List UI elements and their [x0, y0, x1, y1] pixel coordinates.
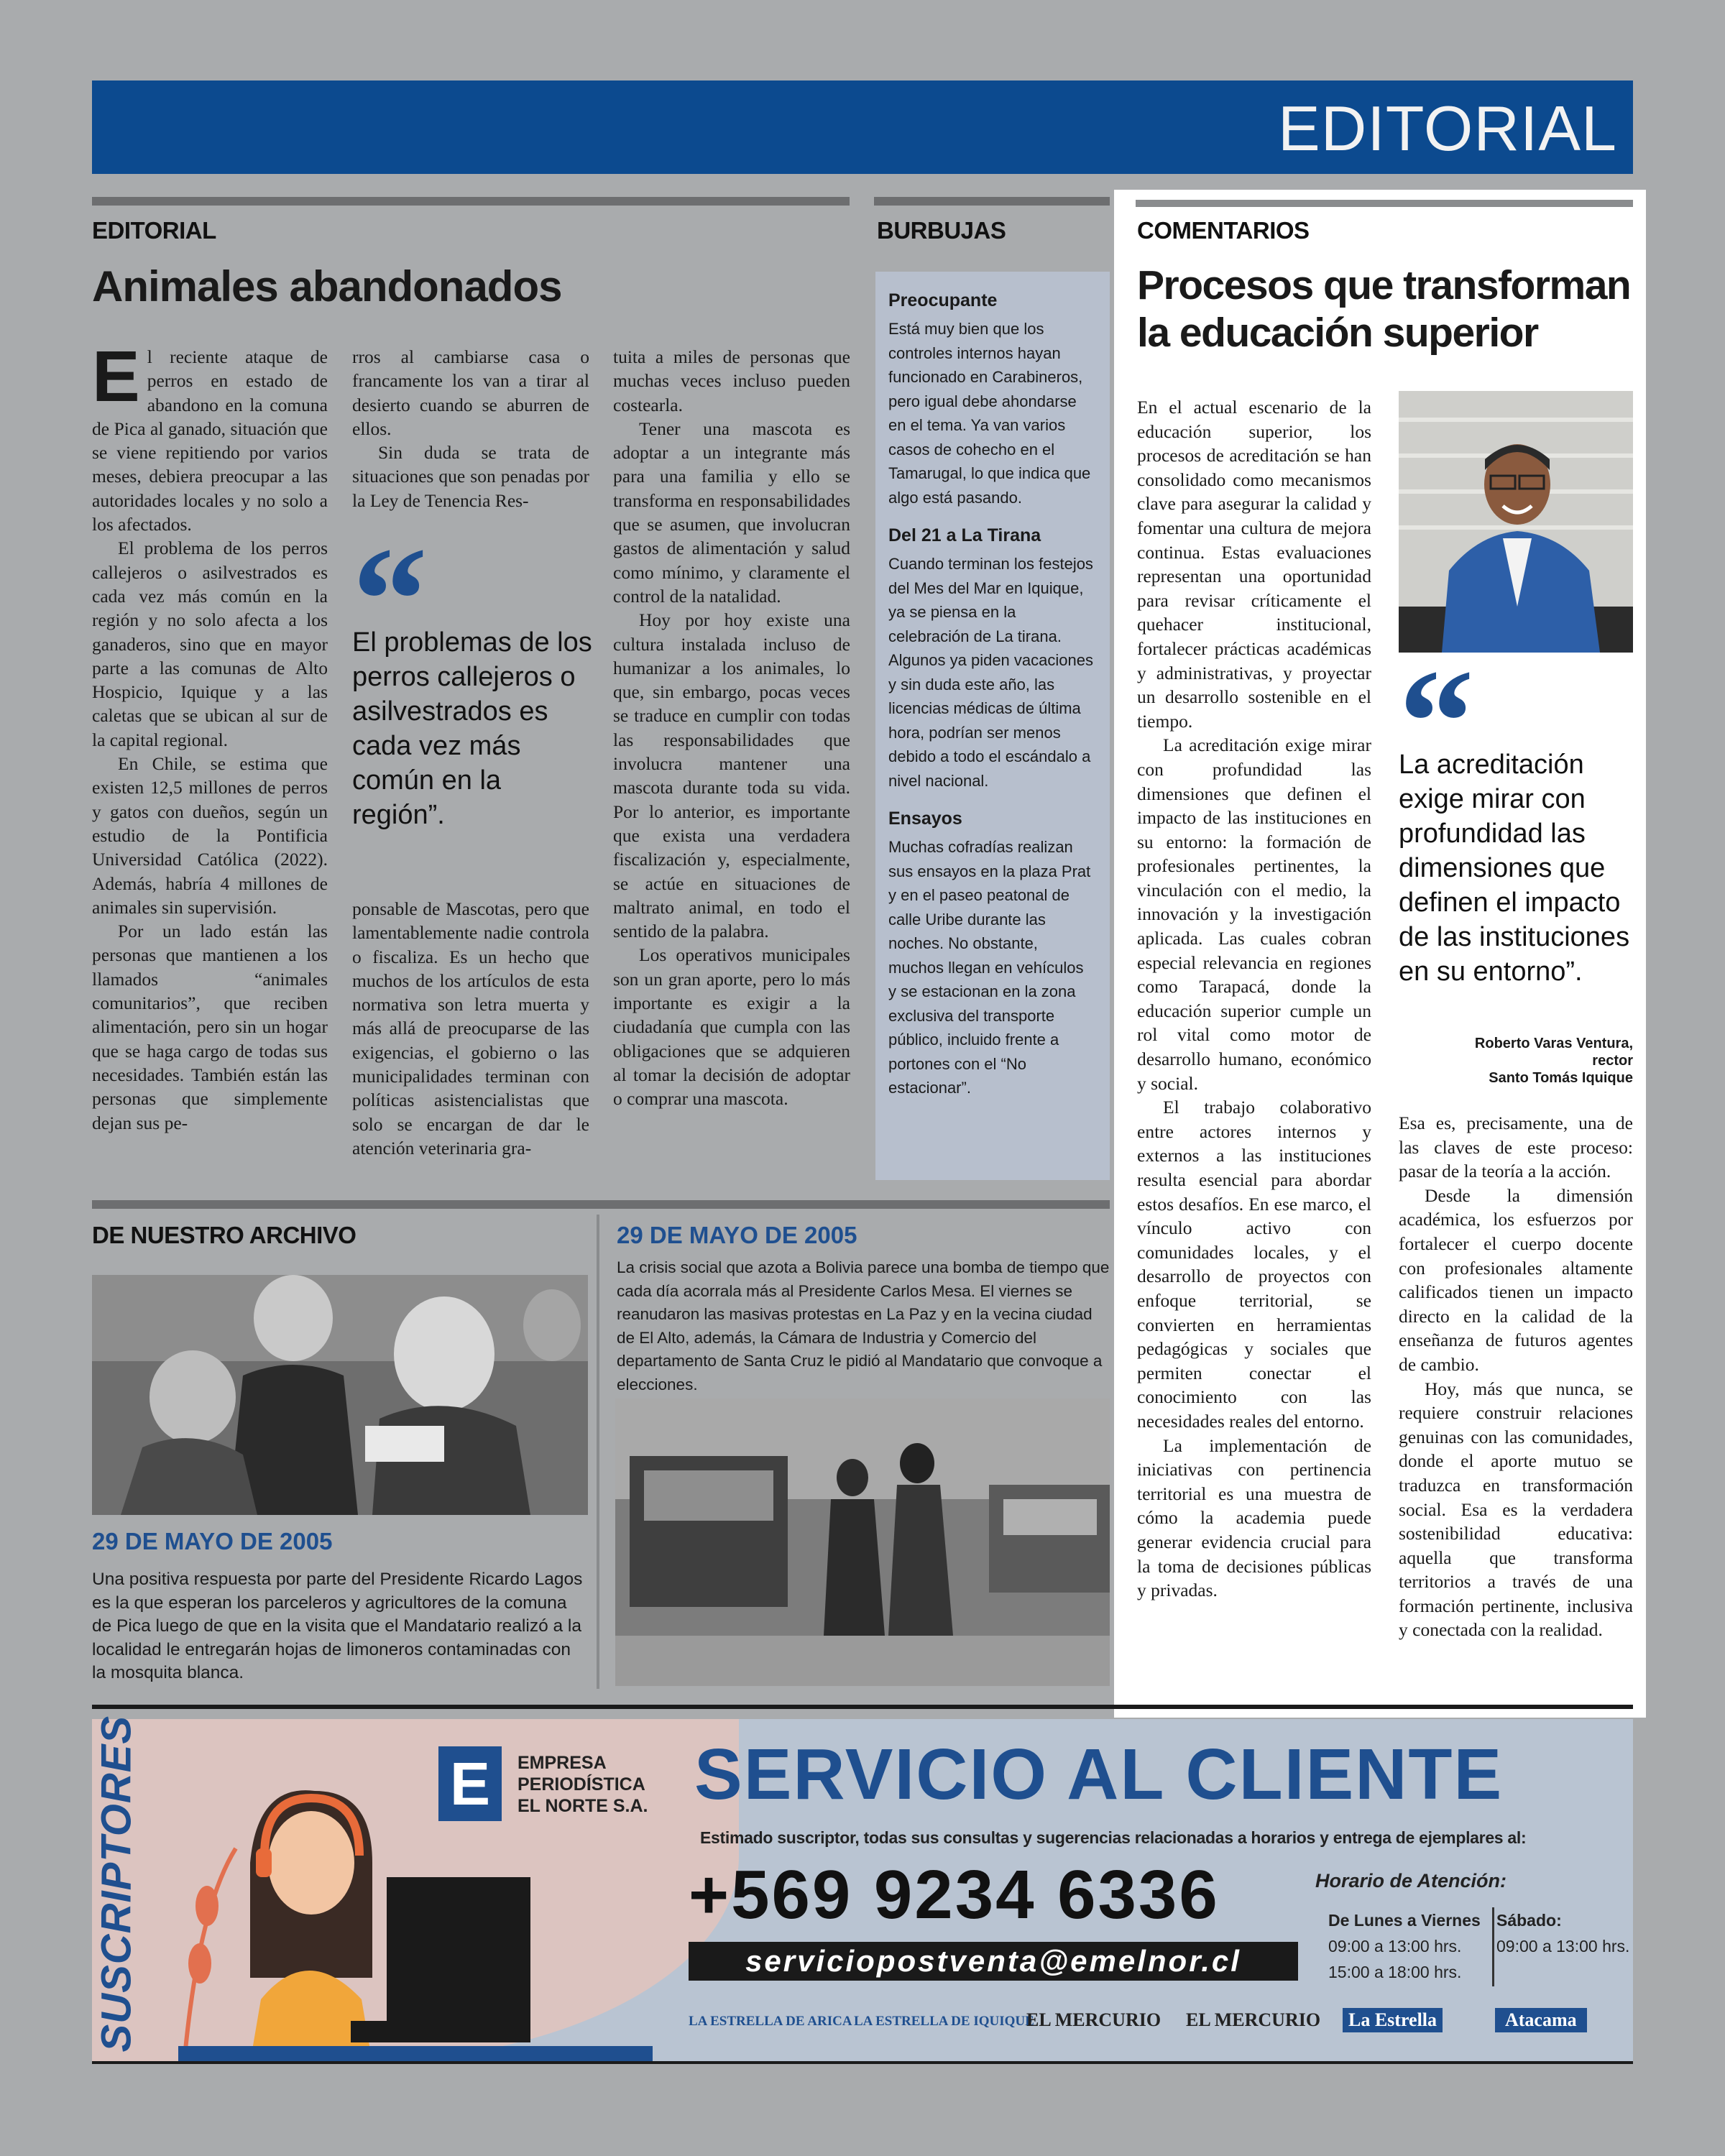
comentarios-rule [1136, 200, 1633, 207]
ad-weekday-hours-2: 15:00 a 18:00 hrs. [1328, 1963, 1462, 1981]
burbuja-text: Cuando terminan los festejos del Mes del Mar en Iquique, ya se piensa en la celebración de La tirana. Algunos ya piden vacaciones y sin duda este año, las licencias médicas de última hora, podrían ser menos debido a todo el escándalo a nivel nacional. [888, 555, 1093, 790]
company-name-line: PERIODÍSTICA [518, 1774, 645, 1795]
protest-photo-icon [615, 1399, 1110, 1686]
quote-mark-icon [352, 546, 597, 625]
burbuja-text: Está muy bien que los controles internos hayan funcionado en Carabineros, pero igual debe ahondarse en el tema. Ya van varios casos de cohecho en el Tamarugal, lo que indica que algo está pasando. [888, 320, 1091, 507]
ad-desk-bar [178, 2046, 653, 2062]
comentarios-paragraph: El trabajo colaborativo entre actores internos y externos a las instituciones resulta esencial para abordar estos desafíos. En ese marco, el vínculo activo con comunidades locales, y el desarrollo de proyectos con enfoque territorial, se convierten en herramientas pedagógicas y sociales que permiten conectar el conocimiento con las necesidades reales del entorno. [1137, 1097, 1371, 1432]
editorial-pull-quote: El problemas de los perros callejeros o asilvestrados es cada vez más común en la región”. [352, 627, 592, 830]
archivo-left-text: Una positiva respuesta por parte del Presidente Ricardo Lagos es la que esperan los parceleros y agricultores de la comuna de Pica luego de que en la visita que el Mandatario realizó a la localidad le entregarán hojas de limoneros contaminadas con la mosquita blanca. [92, 1570, 583, 1682]
editorial-paragraph: Por un lado están las personas que mantienen a los llamados “animales comunitarios”, que reciben alimentación, pero sin un hogar que se haga cargo de todas sus necesidades. También están las personas que simplemente dejan sus pe- [92, 921, 328, 1133]
logo-estrella-iquique: LA ESTRELLA DE IQUIQUE [854, 2014, 1034, 2029]
editorial-paragraph: Hoy por hoy existe una cultura instalada incluso de humanizar a los animales, lo que, sin embargo, pocas veces se traduce en cumplir con todas las responsabilidades que involucra mantener una mascota durante toda su vida. Por lo anterior, es importante que exista una verdadera fiscalización y, especialmente, se actúe en situaciones de maltrato animal, en todo el sentido de la palabra. [613, 609, 850, 942]
comentarios-paragraph: En el actual escenario de la educación superior, los procesos de acreditación se han consolidado como mecanismos clave para asegurar la calidad y fomentar una cultura de mejora continua. Estas evaluaciones representan una oportunidad para revisar críticamente el quehacer institucional, fortalecer prácticas académicas y administrativas, y proyectar un desarrollo sostenible en el tiempo. [1137, 397, 1371, 732]
ad-logo-row [689, 2008, 1724, 2042]
archivo-photo-right [615, 1399, 1110, 1686]
editorial-paragraph: El reciente ataque de perros en estado de abandono en la comuna de Pica al ganado, situación que se viene repitiendo por varios meses, debiera preocupar a las autoridades locales y no solo a los afectados. [92, 336, 328, 535]
ad-email-bar [689, 1942, 1298, 1981]
archivo-rule [92, 1200, 1110, 1209]
editorial-paragraph: En Chile, se estima que existen 12,5 millones de perros y gatos con dueños, según un estudio de la Pontificia Universidad Católica (2022). Además, habría 4 millones de animales sin supervisión. [92, 753, 328, 918]
ad-headline: SERVICIO AL CLIENTE [694, 1734, 1504, 1815]
editorial-column-2-top [352, 345, 589, 512]
comentarios-title: Procesos que transforman la educación superior [1137, 262, 1631, 356]
author-role: rector [1592, 1053, 1633, 1069]
ad-side-label: SUSCRIPTORES [93, 1715, 140, 2053]
burbuja-title: Del 21 a La Tirana [888, 525, 1041, 545]
quote-mark-icon [1399, 668, 1636, 747]
ad-hours-title: Horario de Atención: [1315, 1870, 1507, 1892]
ad-email[interactable]: serviciopostventa@emelnor.cl [745, 1944, 1241, 1978]
editorial-pull-quote-block [352, 546, 597, 832]
editorial-title: Animales abandonados [92, 262, 562, 310]
ad-saturday-hours [1496, 1907, 1629, 1959]
editorial-dropcap: E [92, 336, 140, 417]
logo-estrella-arica: LA ESTRELLA DE ARICA [689, 2014, 852, 2029]
logo-atacama: Atacama [1495, 2008, 1587, 2032]
ad-subline: Estimado suscriptor, todas sus consultas y sugerencias relacionadas a horarios y entrega de ejemplares al: [700, 1828, 1527, 1847]
comentarios-pull-quote: La acreditación exige mirar con profundidad las dimensiones que definen el impacto de las instituciones en su entorno”. [1399, 750, 1630, 987]
comentarios-pull-quote-block [1399, 668, 1636, 989]
ad-phone[interactable]: +569 9234 6336 [689, 1856, 1220, 1933]
archivo-right-text: La crisis social que azota a Bolivia parece una bomba de tiempo que cada día acorrala más al Presidente Carlos Mesa. El viernes se reanudaron las masivas protestas en La Paz y en la vecina ciudad de El Alto, además, la Cámara de Industria y Comercio del departamento de Santa Cruz le pidió al Mandatario que convoque a elecciones. [617, 1258, 1110, 1393]
editorial-paragraph: tuita a miles de personas que muchas veces incluso pueden costearla. [613, 346, 850, 415]
ad-top-rule [92, 1705, 1633, 1709]
comentarios-paragraph: Hoy, más que nunca, se requiere construir relaciones genuinas con las comunidades, donde el aporte mutuo se traduzca en transformación social. Esa es la verdadera sostenibilidad educativa: aquella que transforma territorios a través de una formación pertinente, inclusiva y conectada con la realidad. [1399, 1378, 1633, 1641]
crowd-photo-icon [92, 1275, 588, 1515]
company-name-line: EMPRESA [518, 1753, 607, 1773]
editorial-column-1 [92, 336, 328, 1135]
editorial-column-3 [613, 345, 850, 1111]
editorial-paragraph: El problema de los perros callejeros o asilvestrados es cada vez más común en la región y no solo afecta a los ganaderos, sino que en mayor parte a las comunas de Alto Hospicio, Iquique y a las caletas que se ubican al sur de la capital regional. [92, 538, 328, 750]
burbujas-box [875, 272, 1110, 1180]
ad-bottom-rule [92, 2061, 1633, 2064]
archivo-photo-left [92, 1275, 588, 1515]
logo-mercurio-antofagasta: EL MERCURIO [1186, 2009, 1321, 2030]
comentarios-column-1 [1137, 395, 1371, 1603]
comentarios-paragraph: La implementación de iniciativas con pertinencia territorial es una muestra de cómo la academia puede generar evidencia crucial para la toma de decisiones públicas y privadas. [1137, 1434, 1371, 1601]
comentarios-paragraph: Esa es, precisamente, una de las claves de este proceso: pasar de la teoría a la acción. [1399, 1112, 1633, 1182]
archivo-kicker: DE NUESTRO ARCHIVO [92, 1222, 356, 1248]
archivo-divider [597, 1215, 599, 1689]
author-org: Santo Tomás Iquique [1489, 1070, 1633, 1086]
comentarios-kicker: COMENTARIOS [1137, 217, 1310, 244]
ad-hours-divider [1492, 1907, 1494, 1986]
ad-saturday-label: Sábado: [1496, 1911, 1562, 1930]
section-header-band [92, 80, 1633, 174]
author-portrait-icon [1399, 391, 1633, 653]
editorial-paragraph: Sin duda se trata de situaciones que son penadas por la Ley de Tenencia Res- [352, 442, 589, 511]
burbujas-kicker: BURBUJAS [877, 217, 1006, 244]
author-credit [1399, 1035, 1633, 1087]
comentarios-paragraph: Desde la dimensión académica, los esfuerzos por fortalecer el cuerpo docente con profesionales altamente calificados tienen un impacto directo en la calidad de la enseñanza de futuros agentes de cambio. [1399, 1184, 1633, 1375]
burbuja-title: Preocupante [888, 290, 998, 310]
editorial-rule [92, 197, 850, 206]
logo-mercurio-calama: EL MERCURIO [1026, 2009, 1162, 2030]
editorial-paragraph: ponsable de Mascotas, pero que lamentablemente nadie controla o fiscaliza. Es un hecho que muchos de los artículos de esta normativa son letra muerta y más allá de preocuparse de las exigencias, el gobierno o las municipalidades terminan con políticas asistencialistas que solo se encargan de dar le atención veterinaria gra- [352, 898, 589, 1158]
ad-side-label-wrap [93, 1715, 140, 2053]
company-logo-icon: E [438, 1746, 502, 1821]
company-name [518, 1752, 648, 1817]
burbujas-rule [874, 197, 1110, 206]
ad-saturday-hours-value: 09:00 a 13:00 hrs. [1496, 1937, 1630, 1955]
ad-weekday-label: De Lunes a Viernes [1328, 1911, 1481, 1930]
editorial-paragraph: rros al cambiarse casa o francamente los van a tirar al desierto cuando se aburren de ellos. [352, 346, 589, 439]
archivo-right-date: 29 DE MAYO DE 2005 [617, 1222, 857, 1248]
company-name-line: EL NORTE S.A. [518, 1796, 648, 1816]
section-title: EDITORIAL [1278, 93, 1617, 164]
burbuja-title: Ensayos [888, 808, 962, 829]
ad-panel [92, 1715, 1633, 2063]
editorial-paragraph: Los operativos municipales son un gran aporte, pero lo más importante es exigir a la ciudadanía que cumpla con las obligaciones que se adquieren al tomar la decisión de adoptar o comprar una mascota. [613, 944, 850, 1110]
author-photo [1399, 391, 1633, 653]
comentarios-column-2 [1399, 1111, 1633, 1642]
editorial-kicker: EDITORIAL [92, 217, 216, 244]
burbuja-text: Muchas cofradías realizan sus ensayos en la plaza Prat y en el paseo peatonal de calle Uribe durante las noches. No obstante, muchos llegan en vehículos y se estacionan en la zona exclusiva del transporte público, incluido frente a portones con el “No estacionar”. [888, 838, 1091, 1097]
ad-weekday-hours [1328, 1907, 1481, 1985]
logo-la-estrella: La Estrella [1343, 2008, 1443, 2032]
author-name: Roberto Varas Ventura, [1474, 1036, 1633, 1051]
ad-weekday-hours-1: 09:00 a 13:00 hrs. [1328, 1937, 1462, 1955]
comentarios-paragraph: La acreditación exige mirar con profundidad las dimensiones que definen el impacto de las instituciones en su entorno: la formación de profesionales pertinentes, la vinculación con el medio, la innovación y la investigación aplicada. Las cuales cobran especial relevancia en regiones como Tarapacá, donde la educación superior cumple un rol vital como motor de desarrollo humano, económico y social. [1137, 734, 1371, 1094]
editorial-column-2-bottom [352, 897, 589, 1160]
archivo-left-date: 29 DE MAYO DE 2005 [92, 1528, 333, 1554]
editorial-paragraph: Tener una mascota es adoptar a un integrante más para una familia y ello se transforma en responsabilidades que se asumen, que involucran gastos de alimentación y salud como mínimo, y claramente el control de la natalidad. [613, 418, 850, 607]
